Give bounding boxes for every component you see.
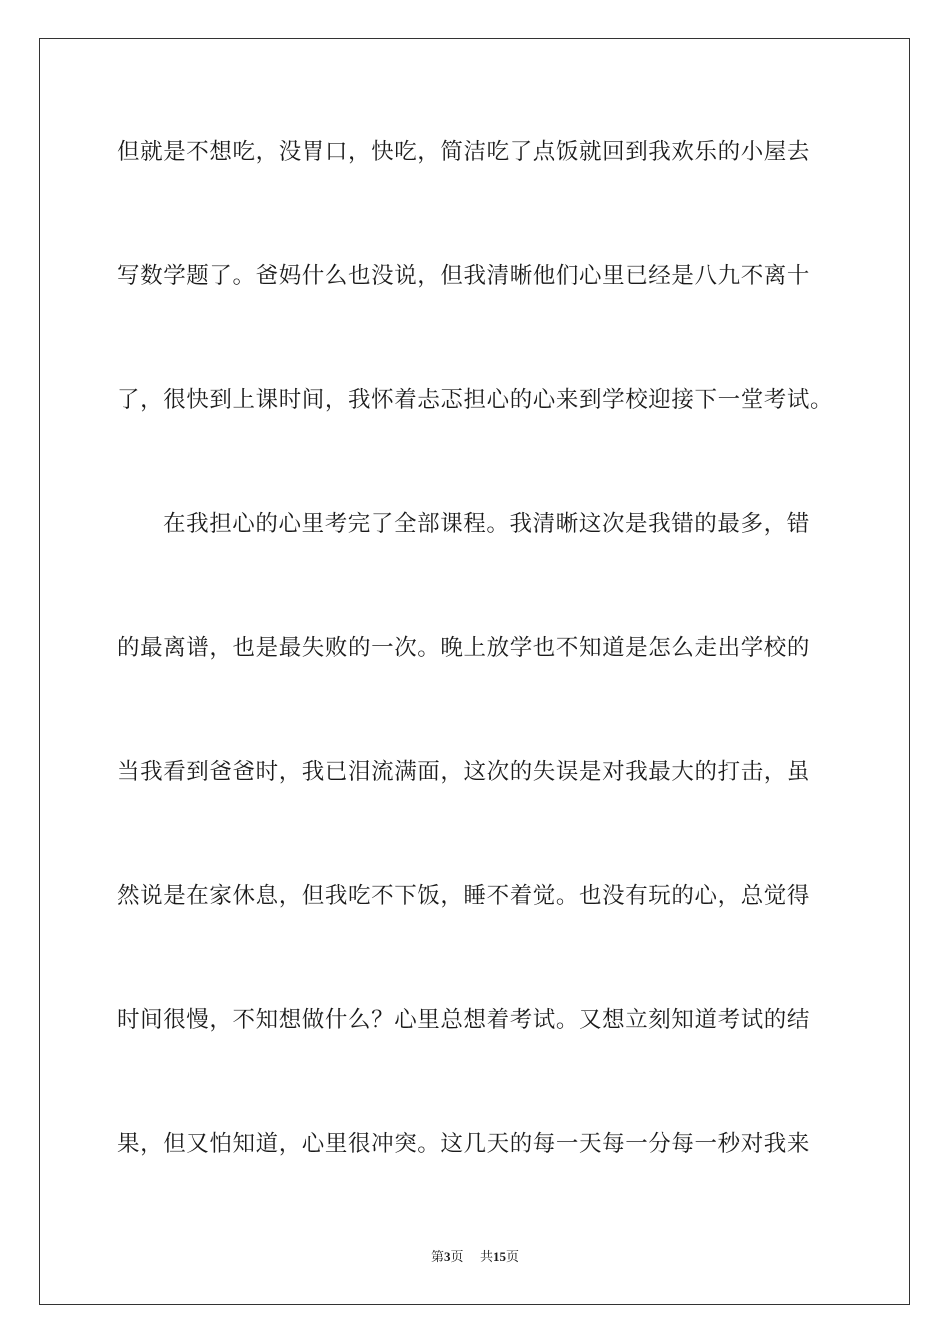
paragraph-line-8: 时间很慢，不知想做什么？心里总想着考试。又想立刻知道考试的结 xyxy=(117,1007,811,1033)
paragraph-line-5: 的最离谱，也是最失败的一次。晚上放学也不知道是怎么走出学校的 xyxy=(117,635,811,661)
page-prefix: 第 xyxy=(430,1250,444,1265)
paragraph-line-2: 写数学题了。爸妈什么也没说，但我清晰他们心里已经是八九不离十 xyxy=(117,263,811,289)
total-suffix: 页 xyxy=(506,1250,520,1265)
paragraph-line-6: 当我看到爸爸时，我已泪流满面，这次的失误是对我最大的打击，虽 xyxy=(117,759,811,785)
total-prefix: 共 xyxy=(480,1250,494,1265)
paragraph-line-7: 然说是在家休息，但我吃不下饭，睡不着觉。也没有玩的心，总觉得 xyxy=(117,883,811,909)
page-footer xyxy=(0,1248,950,1267)
paragraph-line-9: 果，但又怕知道，心里很冲突。这几天的每一天每一分每一秒对我来 xyxy=(117,1131,811,1157)
paragraph-line-3: 了，很快到上课时间，我怀着忐忑担心的心来到学校迎接下一堂考试。 xyxy=(117,387,834,413)
paragraph-line-4: 在我担心的心里考完了全部课程。我清晰这次是我错的最多，错 xyxy=(163,511,810,537)
page-suffix: 页 xyxy=(450,1250,464,1265)
paragraph-line-1: 但就是不想吃，没胃口，快吃，简洁吃了点饭就回到我欢乐的小屋去 xyxy=(117,139,811,165)
total-page-number: 15 xyxy=(493,1249,507,1264)
page-border xyxy=(39,38,910,1305)
current-page-number: 3 xyxy=(443,1249,451,1264)
